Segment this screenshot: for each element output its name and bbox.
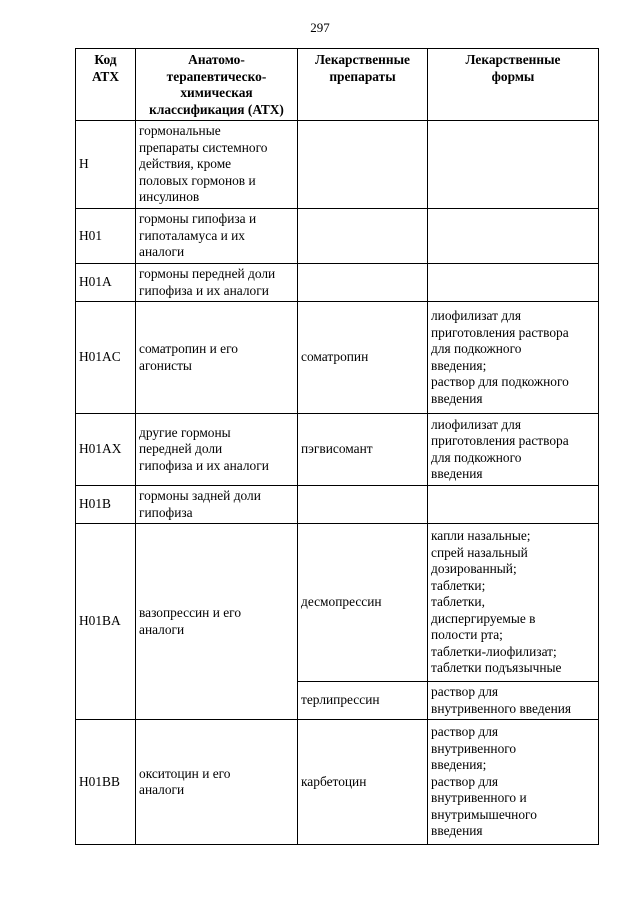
drug-name-cell: десмопрессин bbox=[298, 524, 428, 682]
atx-code-cell: H01AC bbox=[76, 302, 136, 414]
atx-code-cell: H01B bbox=[76, 486, 136, 524]
drug-name-cell: пэгвисомант bbox=[298, 414, 428, 486]
dosage-form-cell bbox=[428, 121, 599, 209]
header-classification: Анатомо- терапевтическо- химическая классификация (АТХ) bbox=[136, 49, 298, 121]
table-row bbox=[76, 302, 599, 414]
atx-classification-cell: гормональные препараты системного действия, кроме половых гормонов и инсулинов bbox=[136, 121, 298, 209]
atx-code-cell: H01A bbox=[76, 264, 136, 302]
page-number: 297 bbox=[310, 20, 330, 35]
dosage-form-cell bbox=[428, 264, 599, 302]
table-row bbox=[76, 524, 599, 682]
drug-name-cell bbox=[298, 486, 428, 524]
table-header-row bbox=[76, 49, 599, 121]
atx-code-cell: H01AX bbox=[76, 414, 136, 486]
dosage-form-cell: капли назальные; спрей назальный дозированный; таблетки; таблетки, диспергируемые в полости рта; таблетки-лиофилизат; таблетки подъязычные bbox=[428, 524, 599, 682]
drug-name-cell: карбетоцин bbox=[298, 720, 428, 845]
atx-classification-cell: гормоны задней доли гипофиза bbox=[136, 486, 298, 524]
table-row bbox=[76, 486, 599, 524]
atx-classification-cell: гормоны гипофиза и гипоталамуса и их аналоги bbox=[136, 209, 298, 264]
dosage-form-cell: лиофилизат для приготовления раствора для подкожного введения bbox=[428, 414, 599, 486]
drug-name-cell: соматропин bbox=[298, 302, 428, 414]
dosage-form-cell: раствор для внутривенного введения bbox=[428, 682, 599, 720]
atx-code-cell: H01BB bbox=[76, 720, 136, 845]
atx-code-cell: H bbox=[76, 121, 136, 209]
table-row bbox=[76, 720, 599, 845]
atx-classification-cell: гормоны передней доли гипофиза и их аналоги bbox=[136, 264, 298, 302]
table-body bbox=[76, 121, 599, 845]
dosage-form-cell: лиофилизат для приготовления раствора для подкожного введения; раствор для подкожного введения bbox=[428, 302, 599, 414]
header-drugs: Лекарственные препараты bbox=[298, 49, 428, 121]
header-code: Код АТХ bbox=[76, 49, 136, 121]
atx-code-cell: H01BA bbox=[76, 524, 136, 720]
dosage-form-cell bbox=[428, 486, 599, 524]
atx-code-cell: H01 bbox=[76, 209, 136, 264]
table-row bbox=[76, 414, 599, 486]
drug-name-cell bbox=[298, 264, 428, 302]
atx-classification-cell: вазопрессин и его аналоги bbox=[136, 524, 298, 720]
atx-table bbox=[75, 48, 599, 845]
atx-classification-cell: окситоцин и его аналоги bbox=[136, 720, 298, 845]
table-row bbox=[76, 121, 599, 209]
atx-classification-cell: соматропин и его агонисты bbox=[136, 302, 298, 414]
dosage-form-cell bbox=[428, 209, 599, 264]
drug-name-cell: терлипрессин bbox=[298, 682, 428, 720]
table-row bbox=[76, 209, 599, 264]
atx-classification-cell: другие гормоны передней доли гипофиза и их аналоги bbox=[136, 414, 298, 486]
dosage-form-cell: раствор для внутривенного введения; раствор для внутривенного и внутримышечного введения bbox=[428, 720, 599, 845]
table-row bbox=[76, 264, 599, 302]
drug-name-cell bbox=[298, 209, 428, 264]
drug-name-cell bbox=[298, 121, 428, 209]
header-forms: Лекарственные формы bbox=[428, 49, 599, 121]
